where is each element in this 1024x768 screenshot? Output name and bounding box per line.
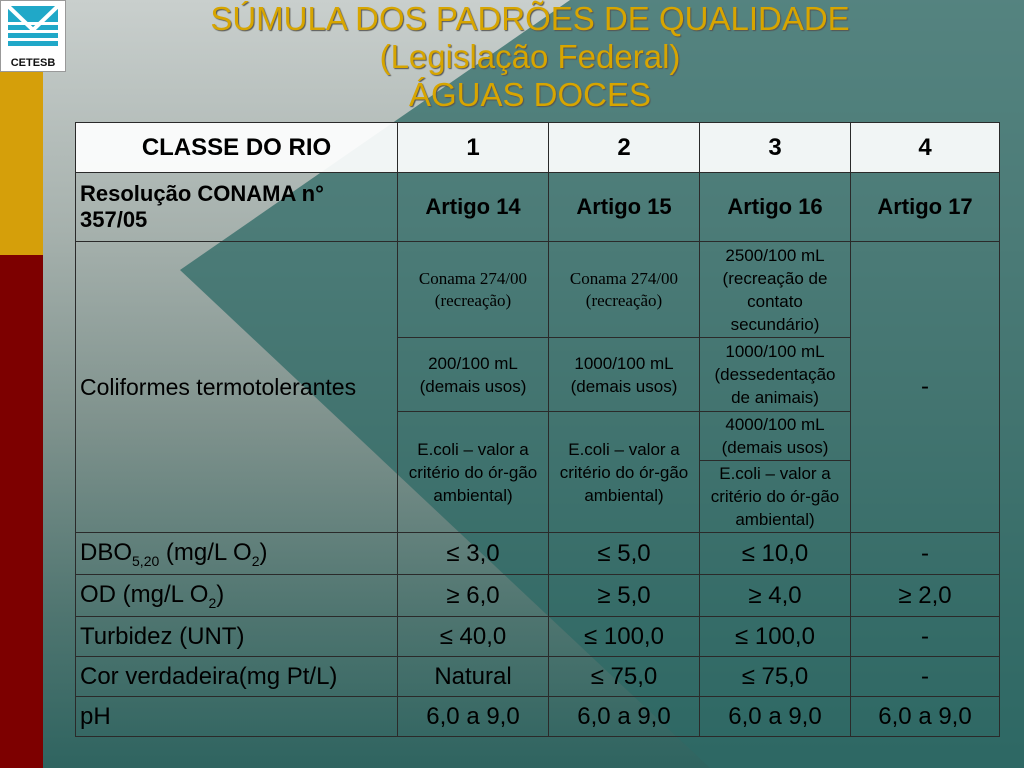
header-cell: 3 <box>700 123 851 173</box>
table-cell: ≤ 100,0 <box>700 617 851 657</box>
table-cell: ≤ 3,0 <box>398 533 549 575</box>
table-cell: ≥ 4,0 <box>700 575 851 617</box>
table-cell: - <box>851 242 1000 533</box>
page-title <box>120 0 940 114</box>
table-cell: Artigo 16 <box>700 173 851 242</box>
table-cell: Artigo 15 <box>549 173 700 242</box>
logo-text: CETESB <box>10 57 56 69</box>
table-cell: 6,0 a 9,0 <box>549 697 700 737</box>
table-cell: 6,0 a 9,0 <box>398 697 549 737</box>
table-row <box>76 533 1000 575</box>
title-line-1: SÚMULA DOS PADRÕES DE QUALIDADE <box>210 0 850 37</box>
table-row <box>76 173 1000 242</box>
table-row <box>76 242 1000 338</box>
table-cell: 1000/100 mL (demais usos) <box>549 338 700 412</box>
table-cell: Artigo 14 <box>398 173 549 242</box>
table-cell: Natural <box>398 657 549 697</box>
row-label: OD (mg/L $O_2$) <box>76 575 398 617</box>
table-cell: 2500/100 mL (recreação de contato secundário) <box>700 242 851 338</box>
table-cell: 4000/100 mL (demais usos) <box>700 412 851 461</box>
header-cell: 2 <box>549 123 700 173</box>
title-line-3: ÁGUAS DOCES <box>408 76 652 113</box>
table-cell: E.coli – valor a critério do ór-gão ambiental) <box>700 461 851 533</box>
table-cell: ≤ 40,0 <box>398 617 549 657</box>
table-cell: - <box>851 657 1000 697</box>
cetesb-logo <box>0 0 66 72</box>
table-row <box>76 697 1000 737</box>
table-cell: 200/100 mL (demais usos) <box>398 338 549 412</box>
header-cell: 4 <box>851 123 1000 173</box>
header-cell: CLASSE DO RIO <box>76 123 398 173</box>
table-cell: ≤ 10,0 <box>700 533 851 575</box>
header-cell: 1 <box>398 123 549 173</box>
table-cell: ≤ 75,0 <box>700 657 851 697</box>
row-label: $DBO_{5,20}$ (mg/L $O_2$) <box>76 533 398 575</box>
row-label: pH <box>76 697 398 737</box>
table-header-row <box>76 123 1000 173</box>
table-cell: ≤ 75,0 <box>549 657 700 697</box>
row-label: Turbidez (UNT) <box>76 617 398 657</box>
table-cell: 1000/100 mL (dessedentação de animais) <box>700 338 851 412</box>
row-label: Cor verdadeira(mg Pt/L) <box>76 657 398 697</box>
row-label: Resolução CONAMA n° 357/05 <box>76 173 398 242</box>
table-row <box>76 657 1000 697</box>
table-cell: Artigo 17 <box>851 173 1000 242</box>
table-cell: ≤ 5,0 <box>549 533 700 575</box>
quality-standards-table <box>75 122 1000 737</box>
table-cell: ≥ 2,0 <box>851 575 1000 617</box>
table-cell: 6,0 a 9,0 <box>700 697 851 737</box>
table-cell: Conama 274/00 (recreação) <box>549 242 700 338</box>
cetesb-logo-icon <box>0 0 66 52</box>
table-cell: ≥ 5,0 <box>549 575 700 617</box>
table-cell: - <box>851 617 1000 657</box>
table-cell: - <box>851 533 1000 575</box>
table-cell: 6,0 a 9,0 <box>851 697 1000 737</box>
table-cell: ≤ 100,0 <box>549 617 700 657</box>
table-row <box>76 575 1000 617</box>
title-line-2: (Legislação Federal) <box>379 38 681 75</box>
row-label: Coliformes termotolerantes <box>76 242 398 533</box>
table-cell: E.coli – valor a critério do ór-gão ambiental) <box>549 412 700 533</box>
table-cell: Conama 274/00 (recreação) <box>398 242 549 338</box>
table-cell: E.coli – valor a critério do ór-gão ambiental) <box>398 412 549 533</box>
table-cell: ≥ 6,0 <box>398 575 549 617</box>
table-row <box>76 617 1000 657</box>
